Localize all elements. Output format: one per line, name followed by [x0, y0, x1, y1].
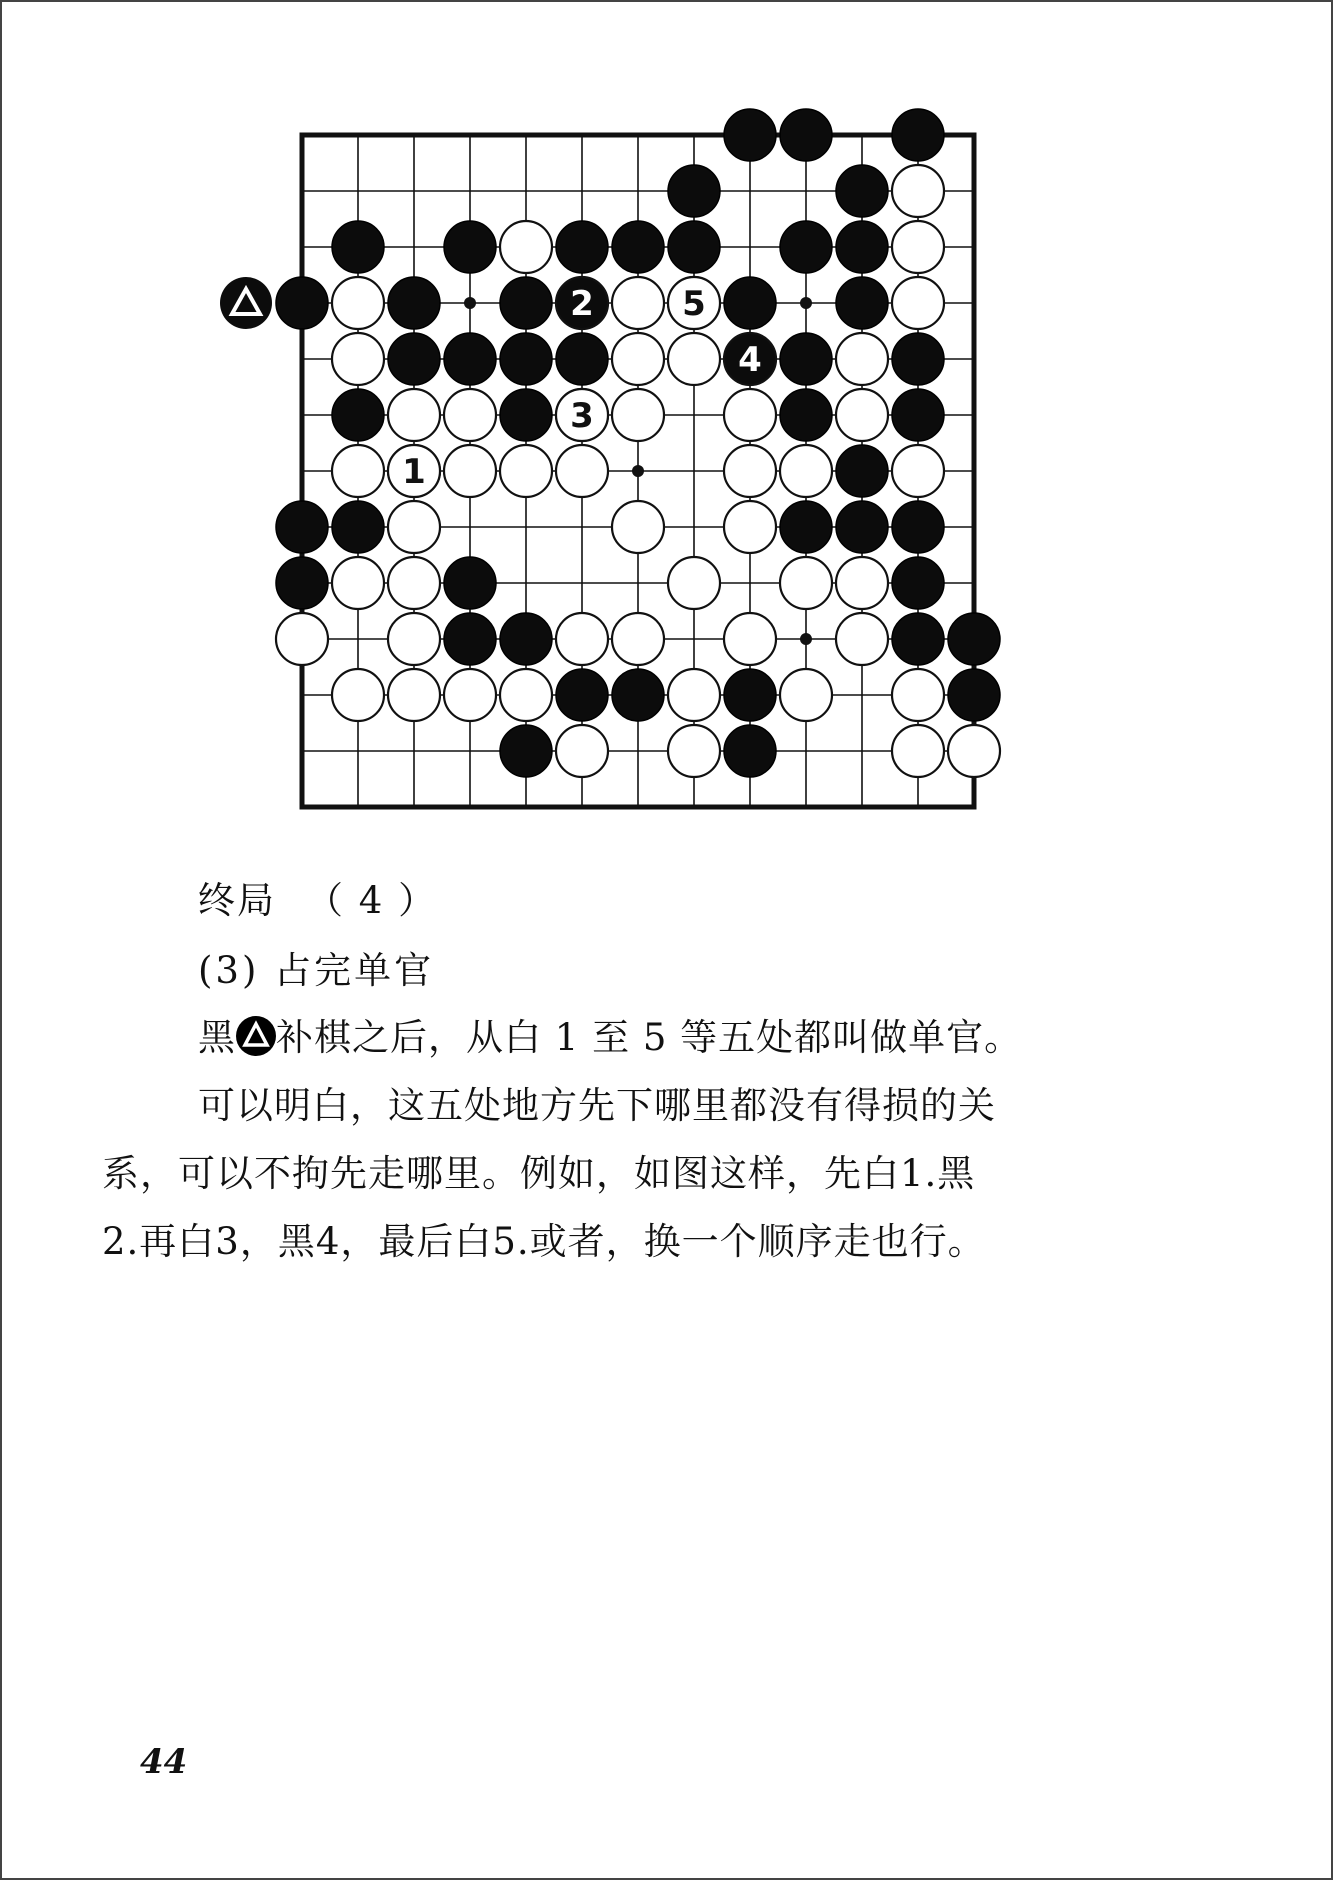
white-stone	[276, 613, 328, 665]
black-stone	[780, 333, 832, 385]
black-stone	[444, 333, 496, 385]
white-stone	[556, 725, 608, 777]
black-stone	[388, 333, 440, 385]
black-stone	[500, 389, 552, 441]
line1-suffix: 补棋之后，从白 1 至 5 等五处都叫做单官。	[276, 1016, 1023, 1059]
white-stone	[892, 445, 944, 497]
black-stone	[780, 109, 832, 161]
black-stone	[276, 277, 328, 329]
white-stone	[332, 333, 384, 385]
move-number-3: 3	[570, 396, 594, 436]
black-stone	[724, 277, 776, 329]
white-stone	[500, 221, 552, 273]
white-stone	[388, 613, 440, 665]
white-stone	[388, 669, 440, 721]
star-point	[800, 633, 812, 645]
figure-caption	[198, 870, 437, 924]
white-stone	[668, 669, 720, 721]
star-point	[632, 465, 644, 477]
white-stone	[836, 557, 888, 609]
white-stone	[668, 725, 720, 777]
body-text	[102, 1004, 1182, 1276]
black-stone	[836, 501, 888, 553]
white-stone	[892, 669, 944, 721]
go-board-diagram	[2, 2, 1331, 842]
triangle-marked-stone	[220, 277, 272, 329]
white-stone	[724, 445, 776, 497]
white-stone	[668, 557, 720, 609]
black-stone	[332, 501, 384, 553]
caption-title: 终局	[198, 879, 276, 922]
black-stone	[668, 221, 720, 273]
page-number: 44	[140, 1742, 188, 1782]
black-stone	[724, 669, 776, 721]
paragraph-line-4: 2.再白3，黑4，最后白5.或者，换一个顺序走也行。	[102, 1220, 986, 1263]
star-point	[464, 297, 476, 309]
white-stone	[892, 221, 944, 273]
white-stone	[780, 557, 832, 609]
black-stone	[556, 221, 608, 273]
white-stone	[388, 389, 440, 441]
white-stone	[332, 445, 384, 497]
move-number-4: 4	[738, 340, 762, 380]
white-stone	[836, 613, 888, 665]
black-stone	[836, 445, 888, 497]
white-stone	[444, 445, 496, 497]
white-stone	[612, 501, 664, 553]
white-stone	[556, 445, 608, 497]
white-stone	[892, 277, 944, 329]
black-stone	[836, 221, 888, 273]
white-stone	[724, 613, 776, 665]
black-stone	[892, 557, 944, 609]
white-stone	[612, 277, 664, 329]
white-stone	[500, 445, 552, 497]
black-stone	[500, 277, 552, 329]
caption-number: （ 4 ）	[306, 879, 438, 922]
paragraph-line-3: 系，可以不拘先走哪里。例如，如图这样，先白1.黑	[102, 1152, 976, 1195]
white-stone	[332, 669, 384, 721]
black-stone	[668, 165, 720, 217]
white-stone	[556, 613, 608, 665]
paragraph-line-2: 可以明白，这五处地方先下哪里都没有得损的关	[198, 1084, 996, 1127]
white-stone	[388, 557, 440, 609]
black-stone	[780, 501, 832, 553]
line1-prefix: 黑	[198, 1016, 236, 1059]
white-stone	[724, 501, 776, 553]
black-stone	[892, 109, 944, 161]
white-stone	[444, 669, 496, 721]
black-stone	[444, 613, 496, 665]
white-stone	[612, 333, 664, 385]
white-stone	[892, 165, 944, 217]
white-stone	[612, 389, 664, 441]
black-stone	[612, 221, 664, 273]
black-stone	[500, 725, 552, 777]
move-number-1: 1	[402, 452, 426, 492]
black-stone	[332, 221, 384, 273]
black-stone	[444, 221, 496, 273]
black-stone	[780, 389, 832, 441]
black-stone	[892, 333, 944, 385]
black-stone	[332, 389, 384, 441]
paragraph-line-1	[102, 1004, 1182, 1072]
white-stone	[332, 557, 384, 609]
white-stone	[444, 389, 496, 441]
black-stone	[388, 277, 440, 329]
white-stone	[332, 277, 384, 329]
black-stone	[276, 501, 328, 553]
black-stone	[556, 333, 608, 385]
black-stone	[724, 109, 776, 161]
black-stone	[500, 613, 552, 665]
white-stone	[724, 389, 776, 441]
white-stone	[780, 445, 832, 497]
white-stone	[948, 725, 1000, 777]
move-number-5: 5	[682, 284, 706, 324]
black-stone	[948, 613, 1000, 665]
black-stone	[556, 669, 608, 721]
white-stone	[388, 501, 440, 553]
white-stone	[836, 333, 888, 385]
black-stone	[892, 613, 944, 665]
white-stone	[780, 669, 832, 721]
star-point	[800, 297, 812, 309]
black-stone	[724, 725, 776, 777]
black-stone	[836, 277, 888, 329]
black-stone	[444, 557, 496, 609]
white-stone	[668, 333, 720, 385]
black-stone	[500, 333, 552, 385]
black-stone	[836, 165, 888, 217]
black-stone	[892, 501, 944, 553]
white-stone	[892, 725, 944, 777]
white-stone	[500, 669, 552, 721]
black-stone	[892, 389, 944, 441]
black-stone	[948, 669, 1000, 721]
white-stone	[612, 613, 664, 665]
triangle-stone-icon	[236, 1016, 276, 1056]
section-subtitle: (3) 占完单官	[198, 949, 435, 992]
black-stone	[276, 557, 328, 609]
black-stone	[780, 221, 832, 273]
move-number-2: 2	[570, 284, 594, 324]
white-stone	[836, 389, 888, 441]
black-stone	[612, 669, 664, 721]
